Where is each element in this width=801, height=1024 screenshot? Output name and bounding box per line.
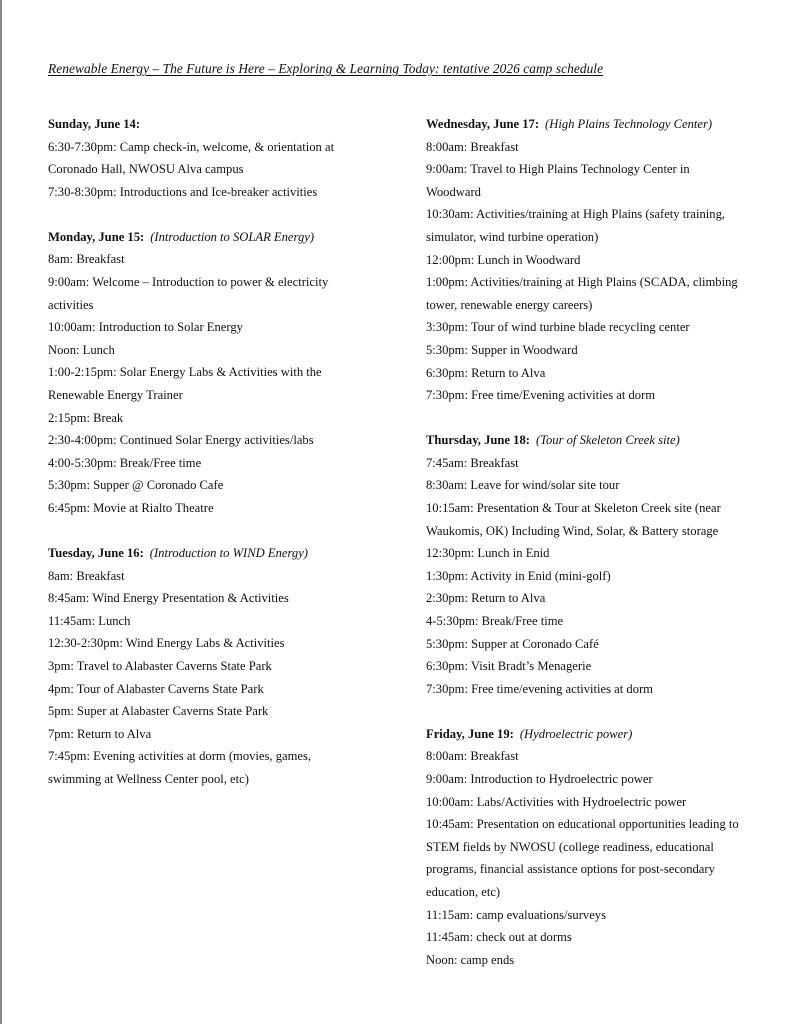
day-name: Thursday, June 18: bbox=[426, 433, 530, 448]
schedule-line: 5pm: Super at Alabaster Caverns State Park bbox=[48, 704, 269, 719]
day-theme: (Tour of Skeleton Creek site) bbox=[535, 433, 680, 448]
schedule-line: 11:45am: Lunch bbox=[48, 613, 131, 628]
schedule-line: 1:30pm: Activity in Enid (mini-golf) bbox=[426, 568, 611, 583]
day-block-monday-june-15 bbox=[48, 226, 398, 520]
day-name: Sunday, June 14: bbox=[48, 117, 141, 131]
schedule-right-column bbox=[426, 113, 776, 994]
schedule-line: 6:30-7:30pm: Camp check-in, welcome, & orientation at bbox=[48, 139, 335, 154]
schedule-line: simulator, wind turbine operation) bbox=[426, 229, 599, 244]
schedule-line: 7:30pm: Free time/evening activities at dorm bbox=[426, 681, 653, 696]
schedule-line: 7:45pm: Evening activities at dorm (movies, games, bbox=[48, 749, 312, 764]
schedule-line: 10:00am: Introduction to Solar Energy bbox=[48, 320, 243, 335]
schedule-line: 3pm: Travel to Alabaster Caverns State Park bbox=[48, 659, 272, 674]
schedule-line: 2:30pm: Return to Alva bbox=[426, 591, 546, 606]
schedule-line: 8:45am: Wind Energy Presentation & Activities bbox=[48, 591, 289, 606]
day-theme: (Introduction to WIND Energy) bbox=[149, 546, 308, 561]
day-heading bbox=[426, 429, 776, 452]
schedule-line: 7:30-8:30pm: Introductions and Ice-breaker activities bbox=[48, 184, 318, 199]
schedule-line: Renewable Energy Trainer bbox=[48, 388, 183, 403]
schedule-line: 2:30-4:00pm: Continued Solar Energy activities/labs bbox=[48, 433, 314, 448]
schedule-line: 3:30pm: Tour of wind turbine blade recycling center bbox=[426, 320, 690, 335]
schedule-line: 9:00am: Travel to High Plains Technology Center in bbox=[426, 162, 690, 177]
schedule-line: 12:00pm: Lunch in Woodward bbox=[426, 252, 581, 267]
day-theme: (Hydroelectric power) bbox=[519, 726, 633, 741]
schedule-line: 5:30pm: Supper in Woodward bbox=[426, 342, 578, 357]
schedule-line: 12:30-2:30pm: Wind Energy Labs & Activities bbox=[48, 636, 285, 651]
day-heading bbox=[48, 226, 398, 249]
schedule-line: 4pm: Tour of Alabaster Caverns State Park bbox=[48, 681, 264, 696]
schedule-line: 8:00am: Breakfast bbox=[426, 139, 519, 154]
schedule-line: 8:00am: Breakfast bbox=[426, 749, 519, 764]
schedule-line: 4-5:30pm: Break/Free time bbox=[426, 613, 564, 628]
day-block-wednesday-june-17 bbox=[426, 113, 776, 407]
schedule-line: 6:30pm: Return to Alva bbox=[426, 365, 546, 380]
day-heading bbox=[48, 542, 398, 565]
schedule-line: 1:00pm: Activities/training at High Plains (SCADA, climbing bbox=[426, 275, 738, 290]
schedule-line: Noon: camp ends bbox=[426, 952, 515, 967]
schedule-line: 6:45pm: Movie at Rialto Theatre bbox=[48, 501, 214, 515]
schedule-line: swimming at Wellness Center pool, etc) bbox=[48, 772, 249, 787]
schedule-line: 12:30pm: Lunch in Enid bbox=[426, 546, 550, 561]
schedule-line: 8am: Breakfast bbox=[48, 252, 125, 267]
schedule-line: Waukomis, OK) Including Wind, Solar, & Battery storage bbox=[426, 523, 719, 538]
schedule-line: Noon: Lunch bbox=[48, 342, 115, 357]
schedule-line: 11:15am: camp evaluations/surveys bbox=[426, 907, 607, 922]
day-block-friday-june-19 bbox=[426, 723, 776, 972]
day-name: Friday, June 19: bbox=[426, 726, 514, 741]
day-theme: (High Plains Technology Center) bbox=[545, 117, 713, 131]
schedule-line: 10:15am: Presentation & Tour at Skeleton Creek site (near bbox=[426, 501, 721, 515]
schedule-line: education, etc) bbox=[426, 885, 501, 899]
schedule-line: 10:00am: Labs/Activities with Hydroelectric power bbox=[426, 794, 687, 809]
schedule-line: 9:00am: Welcome – Introduction to power & electricity bbox=[48, 275, 329, 290]
schedule-line: 6:30pm: Visit Bradt’s Menagerie bbox=[426, 659, 592, 674]
schedule-line: 2:15pm: Break bbox=[48, 410, 124, 425]
day-block-tuesday-june-16 bbox=[48, 542, 398, 791]
schedule-line: tower, renewable energy careers) bbox=[426, 297, 593, 312]
day-name: Monday, June 15: bbox=[48, 229, 145, 244]
day-heading bbox=[48, 113, 398, 136]
schedule-line: 7:30pm: Free time/Evening activities at dorm bbox=[426, 388, 656, 403]
day-name: Wednesday, June 17: bbox=[426, 117, 540, 131]
schedule-line: 4:00-5:30pm: Break/Free time bbox=[48, 455, 202, 470]
schedule-line: 7:45am: Breakfast bbox=[426, 455, 519, 470]
schedule-line: 1:00-2:15pm: Solar Energy Labs & Activities with the bbox=[48, 365, 322, 380]
day-theme: (Introduction to SOLAR Energy) bbox=[150, 229, 315, 244]
day-block-thursday-june-18 bbox=[426, 429, 776, 700]
schedule-line: activities bbox=[48, 297, 94, 312]
schedule-line: 8am: Breakfast bbox=[48, 568, 125, 583]
schedule-line: 7pm: Return to Alva bbox=[48, 726, 152, 741]
schedule-line: 9:00am: Introduction to Hydroelectric power bbox=[426, 772, 653, 787]
schedule-line: 11:45am: check out at dorms bbox=[426, 930, 572, 945]
day-heading bbox=[426, 723, 776, 746]
schedule-line: 5:30pm: Supper at Coronado Café bbox=[426, 636, 599, 651]
schedule-line: programs, financial assistance options for post-secondary bbox=[426, 862, 715, 877]
schedule-line: Woodward bbox=[426, 184, 481, 199]
schedule-line: STEM fields by NWOSU (college readiness, educational bbox=[426, 839, 714, 854]
schedule-left-column bbox=[48, 113, 398, 813]
schedule-line: 5:30pm: Supper @ Coronado Cafe bbox=[48, 478, 224, 493]
schedule-line: 10:30am: Activities/training at High Plains (safety training, bbox=[426, 207, 726, 222]
day-block-sunday-june-14 bbox=[48, 113, 398, 203]
day-name: Tuesday, June 16: bbox=[48, 546, 144, 561]
schedule-line: Coronado Hall, NWOSU Alva campus bbox=[48, 162, 244, 177]
schedule-line: 8:30am: Leave for wind/solar site tour bbox=[426, 478, 620, 493]
page-edge-rule bbox=[0, 0, 2, 1024]
document-title: Renewable Energy – The Future is Here – Exploring & Learning Today: tentative 2026 camp schedule bbox=[48, 61, 604, 76]
day-heading bbox=[426, 113, 776, 136]
schedule-line: 10:45am: Presentation on educational opportunities leading to bbox=[426, 817, 739, 832]
